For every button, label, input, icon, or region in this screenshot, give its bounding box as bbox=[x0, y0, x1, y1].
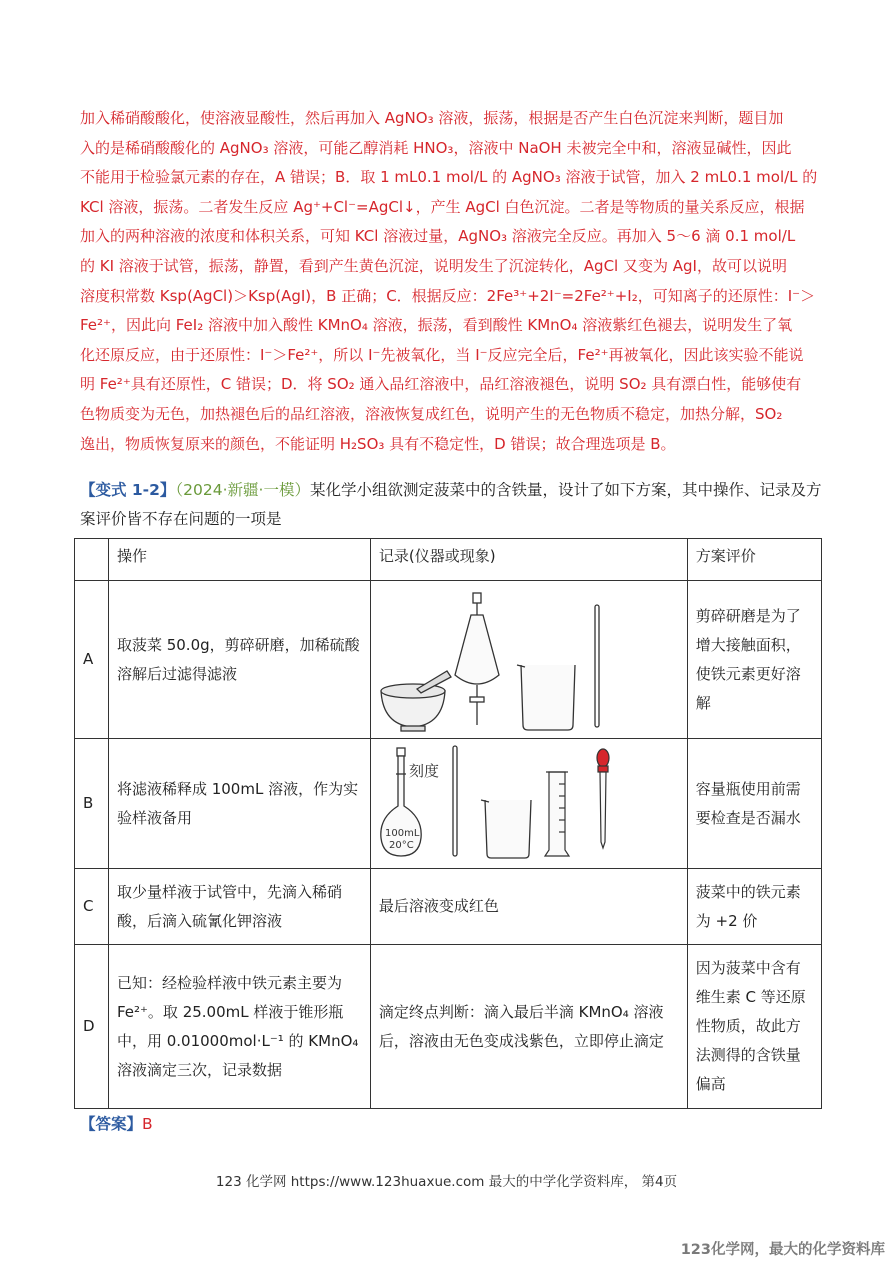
separatory-funnel-icon bbox=[455, 593, 499, 725]
variant-tag: 【变式 1-2】 bbox=[80, 481, 176, 499]
row-evaluation: 菠菜中的铁元素为 +2 价 bbox=[687, 869, 821, 945]
glass-rod-icon bbox=[453, 746, 457, 856]
table-row-c bbox=[75, 869, 822, 945]
question-text-line1: 某化学小组欲测定菠菜中的含铁量，设计了如下方案，其中操作、记录及方 bbox=[309, 481, 822, 499]
row-label: C bbox=[75, 869, 109, 945]
explanation-line: 入的是稀硝酸酸化的 AgNO₃ 溶液，可能乙醇消耗 HNO₃，溶液中 NaOH 未被完全中和，溶液显碱性，因此 bbox=[80, 138, 792, 157]
options-table bbox=[74, 538, 822, 1109]
table-row-b bbox=[75, 739, 822, 869]
flask-temp-label: 20°C bbox=[388, 839, 414, 851]
header-operation: 操作 bbox=[108, 539, 370, 581]
answer-value: B bbox=[142, 1115, 153, 1133]
mortar-pestle-icon bbox=[381, 671, 451, 731]
answer-tag: 【答案】 bbox=[80, 1115, 143, 1133]
row-evaluation: 因为菠菜中含有维生素 C 等还原性物质，故此方法测得的含铁量偏高 bbox=[687, 945, 821, 1109]
explanation-line: 明 Fe²⁺具有还原性，C 错误；D．将 SO₂ 通入品红溶液中，品红溶液褪色，说明 SO₂ 具有漂白性，能够使有 bbox=[80, 375, 802, 394]
explanation-line: 不能用于检验氯元素的存在，A 错误；B．取 1 mL0.1 mol/L 的 AgNO₃ 溶液于试管，加入 2 mL0.1 mol/L 的 bbox=[80, 168, 818, 187]
beaker-icon bbox=[517, 665, 575, 730]
row-record: 滴定终点判断：滴入最后半滴 KMnO₄ 溶液后，溶液由无色变成浅紫色，立即停止滴定 bbox=[370, 945, 687, 1109]
header-label bbox=[75, 539, 109, 581]
row-label: B bbox=[75, 739, 109, 869]
apparatus-a-illustration bbox=[373, 585, 673, 735]
explanation-line: Fe²⁺，因此向 FeI₂ 溶液中加入酸性 KMnO₄ 溶液，振荡，看到酸性 KMnO₄ 溶液紫红色褪去，说明发生了氧 bbox=[80, 316, 793, 335]
apparatus-b-illustration bbox=[373, 744, 673, 864]
explanation-line: KCl 溶液，振荡。二者发生反应 Ag⁺+Cl⁻=AgCl↓，产生 AgCl 白色沉淀。二者是等物质的量关系反应，根据 bbox=[80, 197, 805, 216]
explanation-text bbox=[80, 104, 818, 459]
beaker-icon bbox=[481, 800, 531, 858]
question-stem bbox=[80, 476, 820, 534]
brand-watermark: 123化学网，最大的化学资料库 bbox=[680, 1242, 885, 1258]
page-footer: 123 化学网 https://www.123huaxue.com 最大的中学化学资料库， 第4页 bbox=[215, 1174, 678, 1190]
question-text-line2: 案评价皆不存在问题的一项是 bbox=[80, 510, 282, 528]
flask-volume-label: 100mL bbox=[384, 827, 420, 839]
row-evaluation: 容量瓶使用前需要检查是否漏水 bbox=[687, 739, 821, 869]
explanation-line: 逸出，物质恢复原来的颜色，不能证明 H₂SO₃ 具有不稳定性，D 错误；故合理选项是 B。 bbox=[80, 434, 676, 453]
row-record-apparatus bbox=[370, 581, 687, 739]
explanation-line: 的 KI 溶液于试管，振荡，静置，看到产生黄色沉淀，说明发生了沉淀转化，AgCl 又变为 AgI，故可以说明 bbox=[80, 256, 787, 275]
dropper-icon bbox=[597, 749, 609, 848]
row-operation: 已知：经检验样液中铁元素主要为 Fe²⁺。取 25.00mL 样液于锥形瓶中，用 0.01000mol·L⁻¹ 的 KMnO₄ 溶液滴定三次，记录数据 bbox=[108, 945, 370, 1109]
glass-rod-icon bbox=[595, 605, 599, 727]
row-label: D bbox=[75, 945, 109, 1109]
table-header-row bbox=[75, 539, 822, 581]
row-evaluation: 剪碎研磨是为了增大接触面积，使铁元素更好溶解 bbox=[687, 581, 821, 739]
explanation-line: 溶度积常数 Ksp(AgCl)＞Ksp(AgI)，B 正确；C．根据反应：2Fe³⁺+2I⁻=2Fe²⁺+I₂，可知离子的还原性：I⁻＞ bbox=[80, 286, 816, 305]
header-record: 记录(仪器或现象) bbox=[370, 539, 687, 581]
row-operation: 将滤液稀释成 100mL 溶液，作为实验样液备用 bbox=[108, 739, 370, 869]
row-record: 最后溶液变成红色 bbox=[370, 869, 687, 945]
table-row-d bbox=[75, 945, 822, 1109]
question-source: （2024·新疆·一模） bbox=[175, 481, 310, 499]
answer bbox=[80, 1112, 153, 1134]
row-operation: 取菠菜 50.0g，剪碎研磨，加稀硫酸溶解后过滤得滤液 bbox=[108, 581, 370, 739]
row-record-apparatus bbox=[370, 739, 687, 869]
table-row-a bbox=[75, 581, 822, 739]
graduated-cylinder-icon bbox=[545, 772, 569, 856]
explanation-line: 加入稀硝酸酸化，使溶液显酸性，然后再加入 AgNO₃ 溶液，振荡，根据是否产生白色沉淀来判断，题目加 bbox=[80, 109, 784, 127]
header-evaluation: 方案评价 bbox=[687, 539, 821, 581]
row-label: A bbox=[75, 581, 109, 739]
explanation-line: 化还原反应，由于还原性：I⁻＞Fe²⁺，所以 I⁻先被氧化，当 I⁻反应完全后，Fe²⁺再被氧化，因此该实验不能说 bbox=[80, 345, 804, 364]
flask-scale-label: 刻度 bbox=[408, 761, 439, 780]
explanation-line: 色物质变为无色，加热褪色后的品红溶液，溶液恢复成红色，说明产生的无色物质不稳定，加热分解，SO₂ bbox=[80, 404, 783, 423]
explanation-line: 加入的两种溶液的浓度和体积关系，可知 KCl 溶液过量，AgNO₃ 溶液完全反应。再加入 5～6 滴 0.1 mol/L bbox=[80, 227, 796, 246]
row-operation: 取少量样液于试管中，先滴入稀硝酸，后滴入硫氰化钾溶液 bbox=[108, 869, 370, 945]
